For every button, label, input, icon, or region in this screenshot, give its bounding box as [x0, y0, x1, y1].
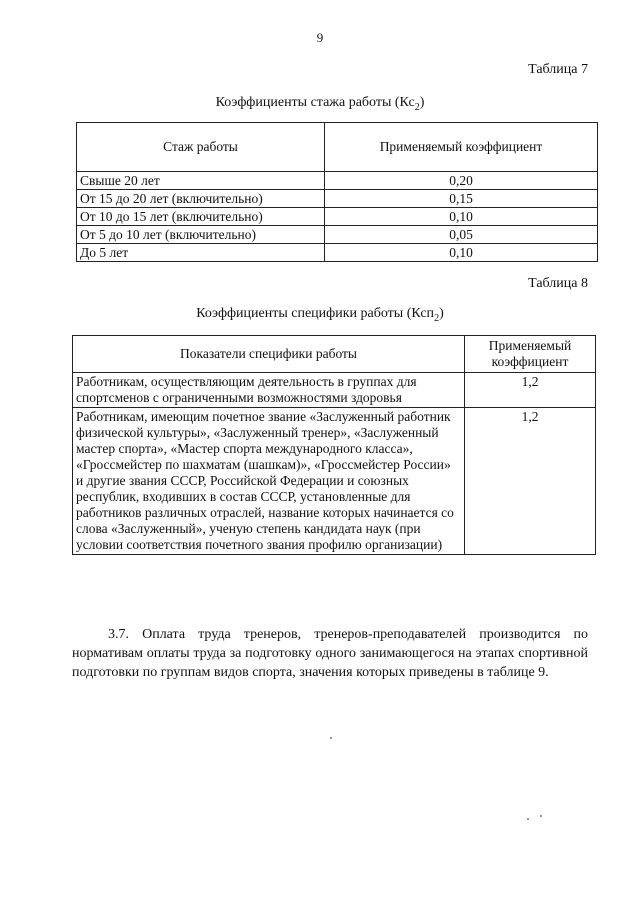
- table7: [76, 122, 598, 262]
- table7-cell-value: 0,20: [325, 172, 598, 190]
- table7-cell-value: 0,10: [325, 244, 598, 262]
- table8-cell-value: 1,2: [465, 408, 596, 555]
- table8-label: Таблица 8: [528, 276, 588, 291]
- table7-cell-value: 0,10: [325, 208, 598, 226]
- table8-header-indicators: Показатели специфики работы: [73, 336, 465, 373]
- table8-header-coefficient: Применяемый коэффициент: [465, 336, 596, 373]
- table8-cell-label: Работникам, осуществляющим деятельность в группах для спортсменов с ограниченными возможностями здоровья: [73, 373, 465, 408]
- scan-speck: [330, 737, 332, 739]
- table8-caption: Коэффициенты специфики работы (Ксп$_2$): [196, 306, 444, 324]
- table7-label: Таблица 7: [528, 62, 588, 77]
- table8-cell-value: 1,2: [465, 373, 596, 408]
- page-number: 9: [316, 30, 324, 45]
- table7-caption: Коэффициенты стажа работы $(Кс_2)$: [215, 95, 425, 113]
- table8-header-row: [73, 336, 596, 373]
- table7-cell-label: До 5 лет: [77, 244, 325, 262]
- paragraph-3-7: 3.7. Оплата труда тренеров, тренеров-преподавателей производится по нормативам оплаты труда за подготовку одного занимающегося на этапах спортивной подготовки по группам видов спорта, значения которых приведены в таблице 9.: [72, 627, 588, 680]
- table7-cell-label: От 15 до 20 лет (включительно): [77, 190, 325, 208]
- table-row: [77, 244, 598, 262]
- table-row: [77, 208, 598, 226]
- table7-cell-label: Свыше 20 лет: [77, 172, 325, 190]
- table8-cell-label: Работникам, имеющим почетное звание «Заслуженный работник физической культуры», «Заслуженный тренер», «Заслуженный мастер спорта», «Мастер спорта международного класса», «Гроссмейстер по шахматам (шашкам)», «Гроссмейстер России» и другие звания СССР, Российской Федерации и союзных республик, входивших в состав СССР, установленные для работников различных отраслей, название которых начинается со слова «Заслуженный», ученую степень кандидата наук (при условии соответствия почетного звания профилю организации): [73, 408, 465, 555]
- table-row: [77, 190, 598, 208]
- table7-cell-label: От 5 до 10 лет (включительно): [77, 226, 325, 244]
- table7-cell-label: От 10 до 15 лет (включительно): [77, 208, 325, 226]
- scan-speck: [540, 815, 542, 817]
- table7-cell-value: 0,05: [325, 226, 598, 244]
- table7-header-row: [77, 123, 598, 172]
- table-row: [73, 373, 596, 408]
- table7-cell-value: 0,15: [325, 190, 598, 208]
- scan-speck: [527, 818, 529, 820]
- table-row: [77, 226, 598, 244]
- table7-header-coefficient: Применяемый коэффициент: [325, 123, 598, 172]
- table-row: [73, 408, 596, 555]
- table-row: [77, 172, 598, 190]
- table7-header-experience: Стаж работы: [77, 123, 325, 172]
- table8: [72, 335, 596, 555]
